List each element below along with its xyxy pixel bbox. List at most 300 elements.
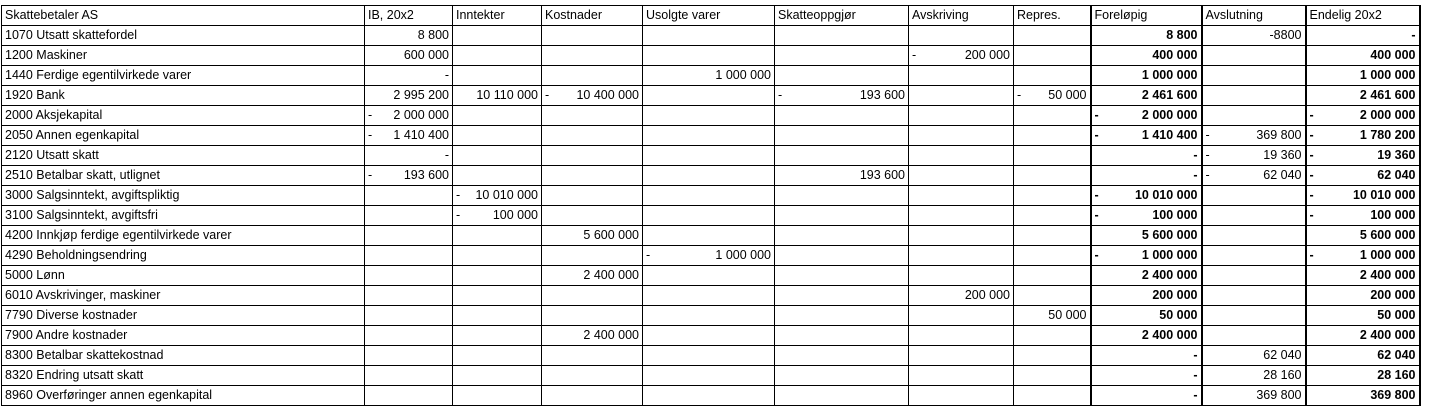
- value-cell: [1306, 166, 1420, 186]
- value-cell: [775, 246, 909, 266]
- value-cell: [1014, 186, 1091, 206]
- cell-value: -8800: [1269, 28, 1302, 42]
- value-cell: [1014, 366, 1091, 386]
- value-cell: [542, 206, 643, 226]
- cell-value: 1 000 000: [1359, 248, 1416, 262]
- value-cell: [1014, 86, 1091, 106]
- cell-value: 50 000: [1048, 88, 1087, 102]
- value-cell: [453, 326, 542, 346]
- value-cell: [1091, 226, 1202, 246]
- cell-value: 2 000 000: [1359, 108, 1416, 122]
- cell-value: 2 400 000: [583, 268, 639, 282]
- value-cell: [365, 186, 453, 206]
- value-cell: [909, 226, 1014, 246]
- value-cell: [542, 166, 643, 186]
- negative-marker: -: [456, 208, 461, 222]
- value-cell: [365, 326, 453, 346]
- value-cell: [1091, 206, 1202, 226]
- value-cell: [453, 266, 542, 286]
- cell-value: 193 600: [403, 168, 449, 182]
- value-cell: [1014, 206, 1091, 226]
- value-cell: [1306, 386, 1420, 406]
- value-cell: [1014, 346, 1091, 366]
- negative-marker: -: [368, 168, 373, 182]
- value-cell: [365, 26, 453, 46]
- value-cell: [365, 126, 453, 146]
- cell-value: 2 400 000: [1359, 268, 1416, 282]
- cell-value: 19 360: [1377, 148, 1416, 162]
- negative-marker: -: [1094, 108, 1099, 122]
- value-cell: [542, 346, 643, 366]
- cell-value: 1 780 200: [1359, 128, 1416, 142]
- cell-value: 1 410 400: [1141, 128, 1198, 142]
- value-cell: [643, 26, 775, 46]
- cell-value: 10 400 000: [576, 88, 639, 102]
- value-cell: [1306, 26, 1420, 46]
- value-cell: [365, 86, 453, 106]
- value-cell: [775, 286, 909, 306]
- value-cell: [1014, 326, 1091, 346]
- value-cell: [775, 226, 909, 246]
- value-cell: [365, 246, 453, 266]
- account-cell: 8320 Endring utsatt skatt: [2, 366, 365, 386]
- column-header: Inntekter: [453, 6, 542, 26]
- ledger-body: [2, 26, 1420, 406]
- account-cell: 1440 Ferdige egentilvirkede varer: [2, 66, 365, 86]
- cell-value: -: [1193, 368, 1198, 382]
- value-cell: [775, 86, 909, 106]
- value-cell: [542, 306, 643, 326]
- value-cell: [643, 266, 775, 286]
- value-cell: [909, 26, 1014, 46]
- value-cell: [365, 66, 453, 86]
- negative-marker: -: [368, 128, 373, 142]
- value-cell: [1014, 286, 1091, 306]
- value-cell: [1306, 186, 1420, 206]
- value-cell: [1014, 106, 1091, 126]
- value-cell: [1014, 306, 1091, 326]
- value-cell: [775, 166, 909, 186]
- account-cell: 1200 Maskiner: [2, 46, 365, 66]
- value-cell: [1091, 46, 1202, 66]
- value-cell: [643, 326, 775, 346]
- value-cell: [775, 366, 909, 386]
- value-cell: [1202, 346, 1306, 366]
- cell-value: 2 995 200: [393, 88, 449, 102]
- table-row: [2, 246, 1420, 266]
- value-cell: [1091, 26, 1202, 46]
- cell-value: 400 000: [1370, 48, 1416, 62]
- value-cell: [643, 106, 775, 126]
- value-cell: [1306, 146, 1420, 166]
- column-header: Foreløpig: [1091, 6, 1202, 26]
- cell-value: -: [444, 68, 449, 82]
- value-cell: [643, 186, 775, 206]
- value-cell: [1091, 166, 1202, 186]
- column-header: Usolgte varer: [643, 6, 775, 26]
- value-cell: [365, 206, 453, 226]
- value-cell: [1202, 146, 1306, 166]
- value-cell: [542, 106, 643, 126]
- column-header: Repres.: [1014, 6, 1091, 26]
- value-cell: [1091, 306, 1202, 326]
- negative-marker: -: [1094, 248, 1099, 262]
- value-cell: [643, 86, 775, 106]
- value-cell: [453, 46, 542, 66]
- cell-value: 2 400 000: [583, 328, 639, 342]
- cell-value: 1 410 400: [393, 128, 449, 142]
- value-cell: [1014, 246, 1091, 266]
- negative-marker: -: [1309, 148, 1314, 162]
- negative-marker: -: [1094, 128, 1099, 142]
- value-cell: [643, 46, 775, 66]
- value-cell: [1014, 226, 1091, 246]
- account-cell: 6010 Avskrivinger, maskiner: [2, 286, 365, 306]
- cell-value: 200 000: [1152, 288, 1198, 302]
- value-cell: [1202, 326, 1306, 346]
- cell-value: 50 000: [1048, 308, 1087, 322]
- value-cell: [775, 306, 909, 326]
- value-cell: [1202, 306, 1306, 326]
- value-cell: [775, 326, 909, 346]
- negative-marker: -: [1309, 168, 1314, 182]
- value-cell: [643, 226, 775, 246]
- value-cell: [909, 46, 1014, 66]
- column-header: Endelig 20x2: [1306, 6, 1420, 26]
- cell-value: 62 040: [1377, 348, 1416, 362]
- cell-value: 2 400 000: [1141, 328, 1198, 342]
- value-cell: [542, 386, 643, 406]
- table-row: [2, 186, 1420, 206]
- negative-marker: -: [368, 108, 373, 122]
- value-cell: [1091, 126, 1202, 146]
- cell-value: 2 400 000: [1359, 328, 1416, 342]
- negative-marker: -: [1309, 108, 1314, 122]
- header-row: [2, 6, 1420, 26]
- value-cell: [909, 166, 1014, 186]
- value-cell: [542, 126, 643, 146]
- value-cell: [453, 346, 542, 366]
- value-cell: [1014, 66, 1091, 86]
- ledger-table: [1, 5, 1421, 406]
- cell-value: -: [444, 148, 449, 162]
- account-cell: 7790 Diverse kostnader: [2, 306, 365, 326]
- value-cell: [643, 206, 775, 226]
- value-cell: [643, 346, 775, 366]
- cell-value: 8 800: [417, 28, 449, 42]
- value-cell: [643, 306, 775, 326]
- account-cell: 4200 Innkjøp ferdige egentilvirkede varer: [2, 226, 365, 246]
- negative-marker: -: [912, 48, 917, 62]
- negative-marker: -: [456, 188, 461, 202]
- value-cell: [453, 126, 542, 146]
- value-cell: [365, 366, 453, 386]
- value-cell: [453, 386, 542, 406]
- negative-marker: -: [1094, 208, 1099, 222]
- value-cell: [909, 106, 1014, 126]
- cell-value: 1 000 000: [1141, 248, 1198, 262]
- cell-value: 5 600 000: [1359, 228, 1416, 242]
- table-row: [2, 366, 1420, 386]
- value-cell: [1306, 46, 1420, 66]
- value-cell: [909, 366, 1014, 386]
- value-cell: [775, 66, 909, 86]
- value-cell: [1202, 166, 1306, 186]
- negative-marker: -: [1094, 188, 1099, 202]
- value-cell: [909, 206, 1014, 226]
- negative-marker: -: [1205, 168, 1210, 182]
- value-cell: [909, 286, 1014, 306]
- value-cell: [542, 246, 643, 266]
- cell-value: -: [1193, 148, 1198, 162]
- column-header: Avskriving: [909, 6, 1014, 26]
- cell-value: 2 400 000: [1141, 268, 1198, 282]
- value-cell: [1202, 186, 1306, 206]
- value-cell: [1306, 86, 1420, 106]
- value-cell: [775, 106, 909, 126]
- negative-marker: -: [1205, 148, 1210, 162]
- table-row: [2, 106, 1420, 126]
- table-row: [2, 126, 1420, 146]
- value-cell: [775, 266, 909, 286]
- column-header: IB, 20x2: [365, 6, 453, 26]
- cell-value: 1 000 000: [1141, 68, 1198, 82]
- value-cell: [1306, 366, 1420, 386]
- value-cell: [909, 126, 1014, 146]
- cell-value: 400 000: [1152, 48, 1198, 62]
- negative-marker: -: [1017, 88, 1022, 102]
- value-cell: [1202, 66, 1306, 86]
- value-cell: [542, 266, 643, 286]
- value-cell: [1202, 226, 1306, 246]
- value-cell: [542, 226, 643, 246]
- account-cell: 3100 Salgsinntekt, avgiftsfri: [2, 206, 365, 226]
- value-cell: [643, 66, 775, 86]
- value-cell: [453, 66, 542, 86]
- value-cell: [1091, 246, 1202, 266]
- table-row: [2, 346, 1420, 366]
- value-cell: [1306, 206, 1420, 226]
- value-cell: [1091, 146, 1202, 166]
- cell-value: -: [1193, 168, 1198, 182]
- cell-value: 10 010 000: [475, 188, 538, 202]
- value-cell: [1091, 386, 1202, 406]
- negative-marker: -: [778, 88, 783, 102]
- cell-value: 100 000: [1370, 208, 1416, 222]
- cell-value: 100 000: [492, 208, 538, 222]
- cell-value: 1 000 000: [715, 68, 771, 82]
- cell-value: 8 800: [1166, 28, 1198, 42]
- table-row: [2, 266, 1420, 286]
- value-cell: [542, 66, 643, 86]
- column-header: Skatteoppgjør: [775, 6, 909, 26]
- value-cell: [365, 286, 453, 306]
- value-cell: [453, 366, 542, 386]
- value-cell: [453, 146, 542, 166]
- value-cell: [1091, 106, 1202, 126]
- cell-value: 2 461 600: [1359, 88, 1416, 102]
- column-header: Kostnader: [542, 6, 643, 26]
- value-cell: [365, 46, 453, 66]
- value-cell: [1091, 86, 1202, 106]
- value-cell: [453, 106, 542, 126]
- value-cell: [1306, 66, 1420, 86]
- account-cell: 7900 Andre kostnader: [2, 326, 365, 346]
- value-cell: [1091, 366, 1202, 386]
- cell-value: 100 000: [1152, 208, 1198, 222]
- column-header: Avslutning: [1202, 6, 1306, 26]
- value-cell: [365, 266, 453, 286]
- value-cell: [909, 146, 1014, 166]
- value-cell: [365, 226, 453, 246]
- value-cell: [909, 86, 1014, 106]
- value-cell: [542, 286, 643, 306]
- value-cell: [1306, 306, 1420, 326]
- value-cell: [909, 66, 1014, 86]
- value-cell: [365, 106, 453, 126]
- cell-value: -: [1193, 388, 1198, 402]
- value-cell: [909, 326, 1014, 346]
- table-row: [2, 306, 1420, 326]
- value-cell: [453, 246, 542, 266]
- value-cell: [1091, 186, 1202, 206]
- cell-value: 10 010 000: [1352, 188, 1416, 202]
- value-cell: [643, 366, 775, 386]
- cell-value: 369 800: [1256, 128, 1302, 142]
- account-cell: 2120 Utsatt skatt: [2, 146, 365, 166]
- value-cell: [1306, 266, 1420, 286]
- cell-value: 2 461 600: [1141, 88, 1198, 102]
- value-cell: [542, 86, 643, 106]
- table-row: [2, 386, 1420, 406]
- value-cell: [542, 146, 643, 166]
- value-cell: [453, 26, 542, 46]
- value-cell: [1306, 286, 1420, 306]
- value-cell: [1202, 126, 1306, 146]
- account-cell: 8960 Overføringer annen egenkapital: [2, 386, 365, 406]
- value-cell: [643, 146, 775, 166]
- negative-marker: -: [545, 88, 550, 102]
- table-row: [2, 206, 1420, 226]
- value-cell: [542, 186, 643, 206]
- cell-value: 193 600: [859, 168, 905, 182]
- cell-value: -: [1193, 348, 1198, 362]
- value-cell: [1202, 246, 1306, 266]
- value-cell: [1014, 46, 1091, 66]
- value-cell: [542, 326, 643, 346]
- cell-value: 10 010 000: [1134, 188, 1198, 202]
- value-cell: [542, 46, 643, 66]
- table-row: [2, 226, 1420, 246]
- cell-value: 200 000: [964, 288, 1010, 302]
- cell-value: 62 040: [1263, 168, 1302, 182]
- cell-value: 19 360: [1263, 148, 1302, 162]
- value-cell: [453, 166, 542, 186]
- account-cell: 4290 Beholdningsendring: [2, 246, 365, 266]
- value-cell: [1202, 106, 1306, 126]
- value-cell: [1202, 26, 1306, 46]
- cell-value: 1 000 000: [715, 248, 771, 262]
- value-cell: [1091, 66, 1202, 86]
- value-cell: [1014, 166, 1091, 186]
- table-row: [2, 86, 1420, 106]
- account-cell: 2000 Aksjekapital: [2, 106, 365, 126]
- value-cell: [1202, 266, 1306, 286]
- value-cell: [909, 246, 1014, 266]
- value-cell: [1202, 386, 1306, 406]
- value-cell: [909, 186, 1014, 206]
- value-cell: [1014, 386, 1091, 406]
- value-cell: [453, 286, 542, 306]
- value-cell: [365, 166, 453, 186]
- value-cell: [643, 126, 775, 146]
- cell-value: 2 000 000: [1141, 108, 1198, 122]
- table-row: [2, 326, 1420, 346]
- value-cell: [909, 306, 1014, 326]
- table-row: [2, 146, 1420, 166]
- value-cell: [643, 386, 775, 406]
- value-cell: [1014, 146, 1091, 166]
- value-cell: [1202, 46, 1306, 66]
- table-row: [2, 46, 1420, 66]
- cell-value: 28 160: [1377, 368, 1416, 382]
- value-cell: [643, 286, 775, 306]
- value-cell: [542, 366, 643, 386]
- value-cell: [775, 26, 909, 46]
- value-cell: [1091, 266, 1202, 286]
- table-row: [2, 66, 1420, 86]
- value-cell: [775, 346, 909, 366]
- value-cell: [1202, 366, 1306, 386]
- cell-value: -: [1411, 28, 1416, 42]
- cell-value: 1 000 000: [1359, 68, 1416, 82]
- value-cell: [1202, 86, 1306, 106]
- value-cell: [1014, 266, 1091, 286]
- value-cell: [909, 386, 1014, 406]
- value-cell: [775, 386, 909, 406]
- account-cell: 2050 Annen egenkapital: [2, 126, 365, 146]
- value-cell: [1091, 286, 1202, 306]
- cell-value: 50 000: [1377, 308, 1416, 322]
- negative-marker: -: [1309, 248, 1314, 262]
- value-cell: [775, 146, 909, 166]
- account-cell: 5000 Lønn: [2, 266, 365, 286]
- account-cell: 1070 Utsatt skattefordel: [2, 26, 365, 46]
- value-cell: [643, 166, 775, 186]
- negative-marker: -: [1309, 188, 1314, 202]
- value-cell: [775, 206, 909, 226]
- value-cell: [1306, 126, 1420, 146]
- negative-marker: -: [1309, 208, 1314, 222]
- cell-value: 10 110 000: [476, 88, 538, 102]
- cell-value: 28 160: [1263, 368, 1302, 382]
- value-cell: [643, 246, 775, 266]
- cell-value: 5 600 000: [1141, 228, 1198, 242]
- cell-value: 62 040: [1263, 348, 1302, 362]
- value-cell: [1306, 106, 1420, 126]
- value-cell: [365, 346, 453, 366]
- value-cell: [453, 226, 542, 246]
- cell-value: 200 000: [1370, 288, 1416, 302]
- value-cell: [775, 46, 909, 66]
- account-cell: 8300 Betalbar skattekostnad: [2, 346, 365, 366]
- value-cell: [365, 146, 453, 166]
- cell-value: 600 000: [403, 48, 449, 62]
- value-cell: [1306, 326, 1420, 346]
- value-cell: [1014, 126, 1091, 146]
- cell-value: 193 600: [859, 88, 905, 102]
- cell-value: 62 040: [1377, 168, 1416, 182]
